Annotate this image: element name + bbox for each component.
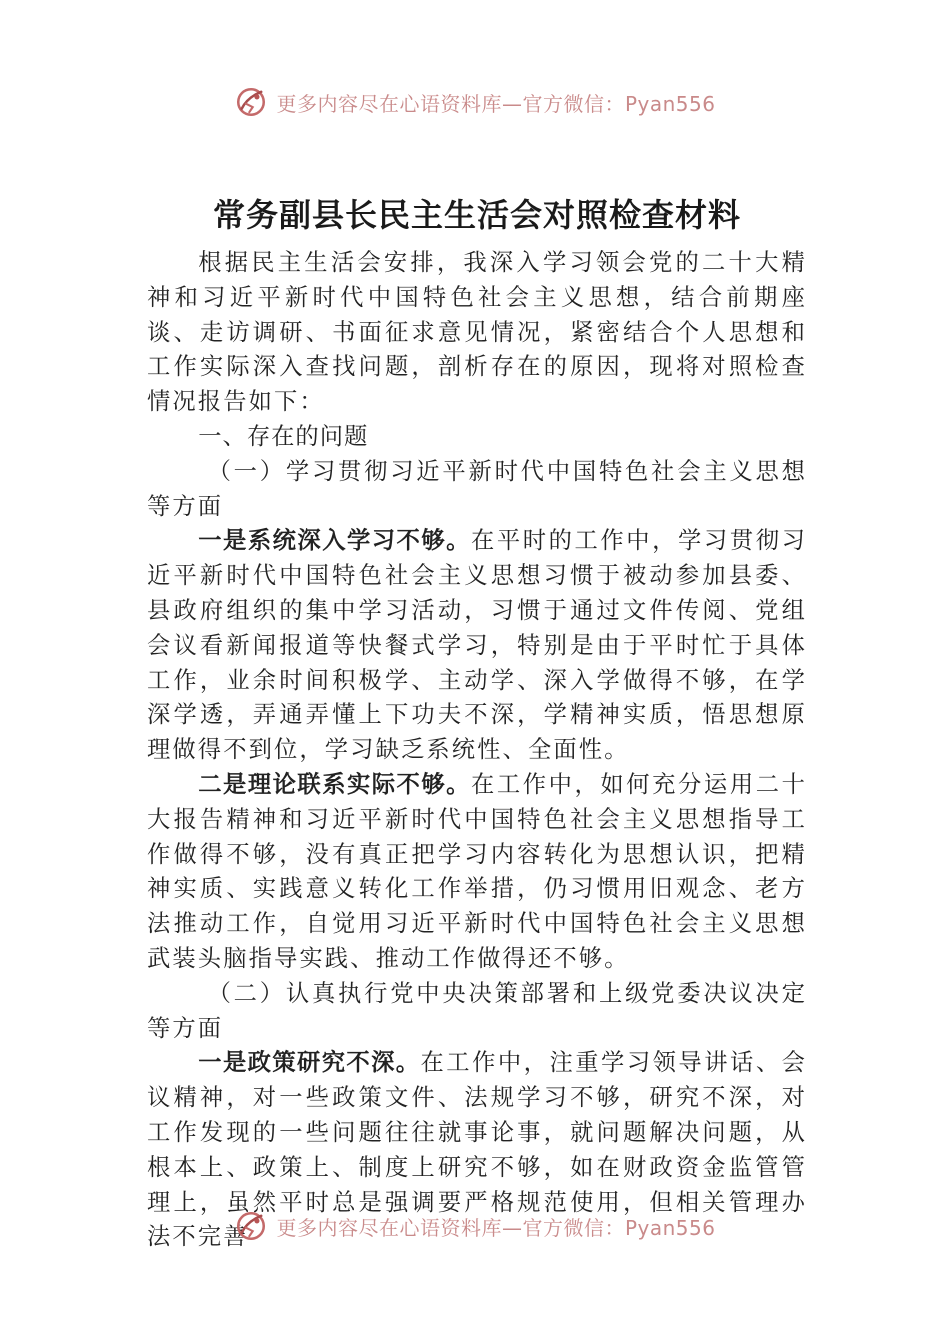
paragraph-lead: 二是理论联系实际不够。 [198,770,471,798]
watermark-footer [0,1204,950,1244]
subsection-heading-2: （二）认真执行党中央决策部署和上级党委决议决定等方面 [147,979,807,1042]
paragraph-study [147,524,807,768]
watermark-text: 更多内容尽在心语资料库—官方微信：Pyan556 [276,1215,716,1240]
watermark-logo-icon [234,85,268,119]
document-body [147,246,807,1255]
watermark-text: 更多内容尽在心语资料库—官方微信：Pyan556 [276,91,716,116]
intro-paragraph: 根据民主生活会安排，我深入学习领会党的二十大精神和习近平新时代中国特色社会主义思想，结合前期座谈、走访调研、书面征求意见情况，紧密结合个人思想和工作实际深入查找问题，剖析存在的原因，现将对照检查情况报告如下： [147,249,807,416]
paragraph-lead: 一是政策研究不深。 [198,1049,421,1077]
paragraph-text: 在工作中，注重学习领导讲话、会议精神，对一些政策文件、法规学习不够，研究不深，对工作发现的一些问题往往就事论事，就问题解决问题，从根本上、政策上、制度上研究不够，如在财政资金监管管理上，虽然平时总是强调要严格规范使用，但相关管理办法不完善 [147,1049,808,1251]
document-title: 常务副县长民主生活会对照检查材料 [212,196,741,234]
watermark-logo-icon [234,1209,268,1243]
paragraph-lead: 一是系统深入学习不够。 [198,527,471,555]
section-heading-problems: 一、存在的问题 [198,422,369,450]
paragraph-text: 在工作中，如何充分运用二十大报告精神和习近平新时代中国特色社会主义思想指导工作做得不够，没有真正把学习内容转化为思想认识，把精神实质、实践意义转化工作举措，仍习惯用旧观念、老方法推动工作，自觉用习近平新时代中国特色社会主义思想武装头脑指导实践、推动工作做得还不够。 [147,770,807,972]
paragraph-text: 在平时的工作中，学习贯彻习近平新时代中国特色社会主义思想习惯于被动参加县委、县政府组织的集中学习活动，习惯于通过文件传阅、党组会议看新闻报道等快餐式学习，特别是由于平时忙于具体工作，业余时间积极学、主动学、深入学做得不够，在学深学透，弄通弄懂上下功夫不深，学精神实质，悟思想原理做得不到位，学习缺乏系统性、全面性。 [147,527,807,764]
watermark-header [0,82,950,122]
paragraph-theory-practice [147,768,807,977]
subsection-heading-1: （一）学习贯彻习近平新时代中国特色社会主义思想等方面 [147,457,807,520]
